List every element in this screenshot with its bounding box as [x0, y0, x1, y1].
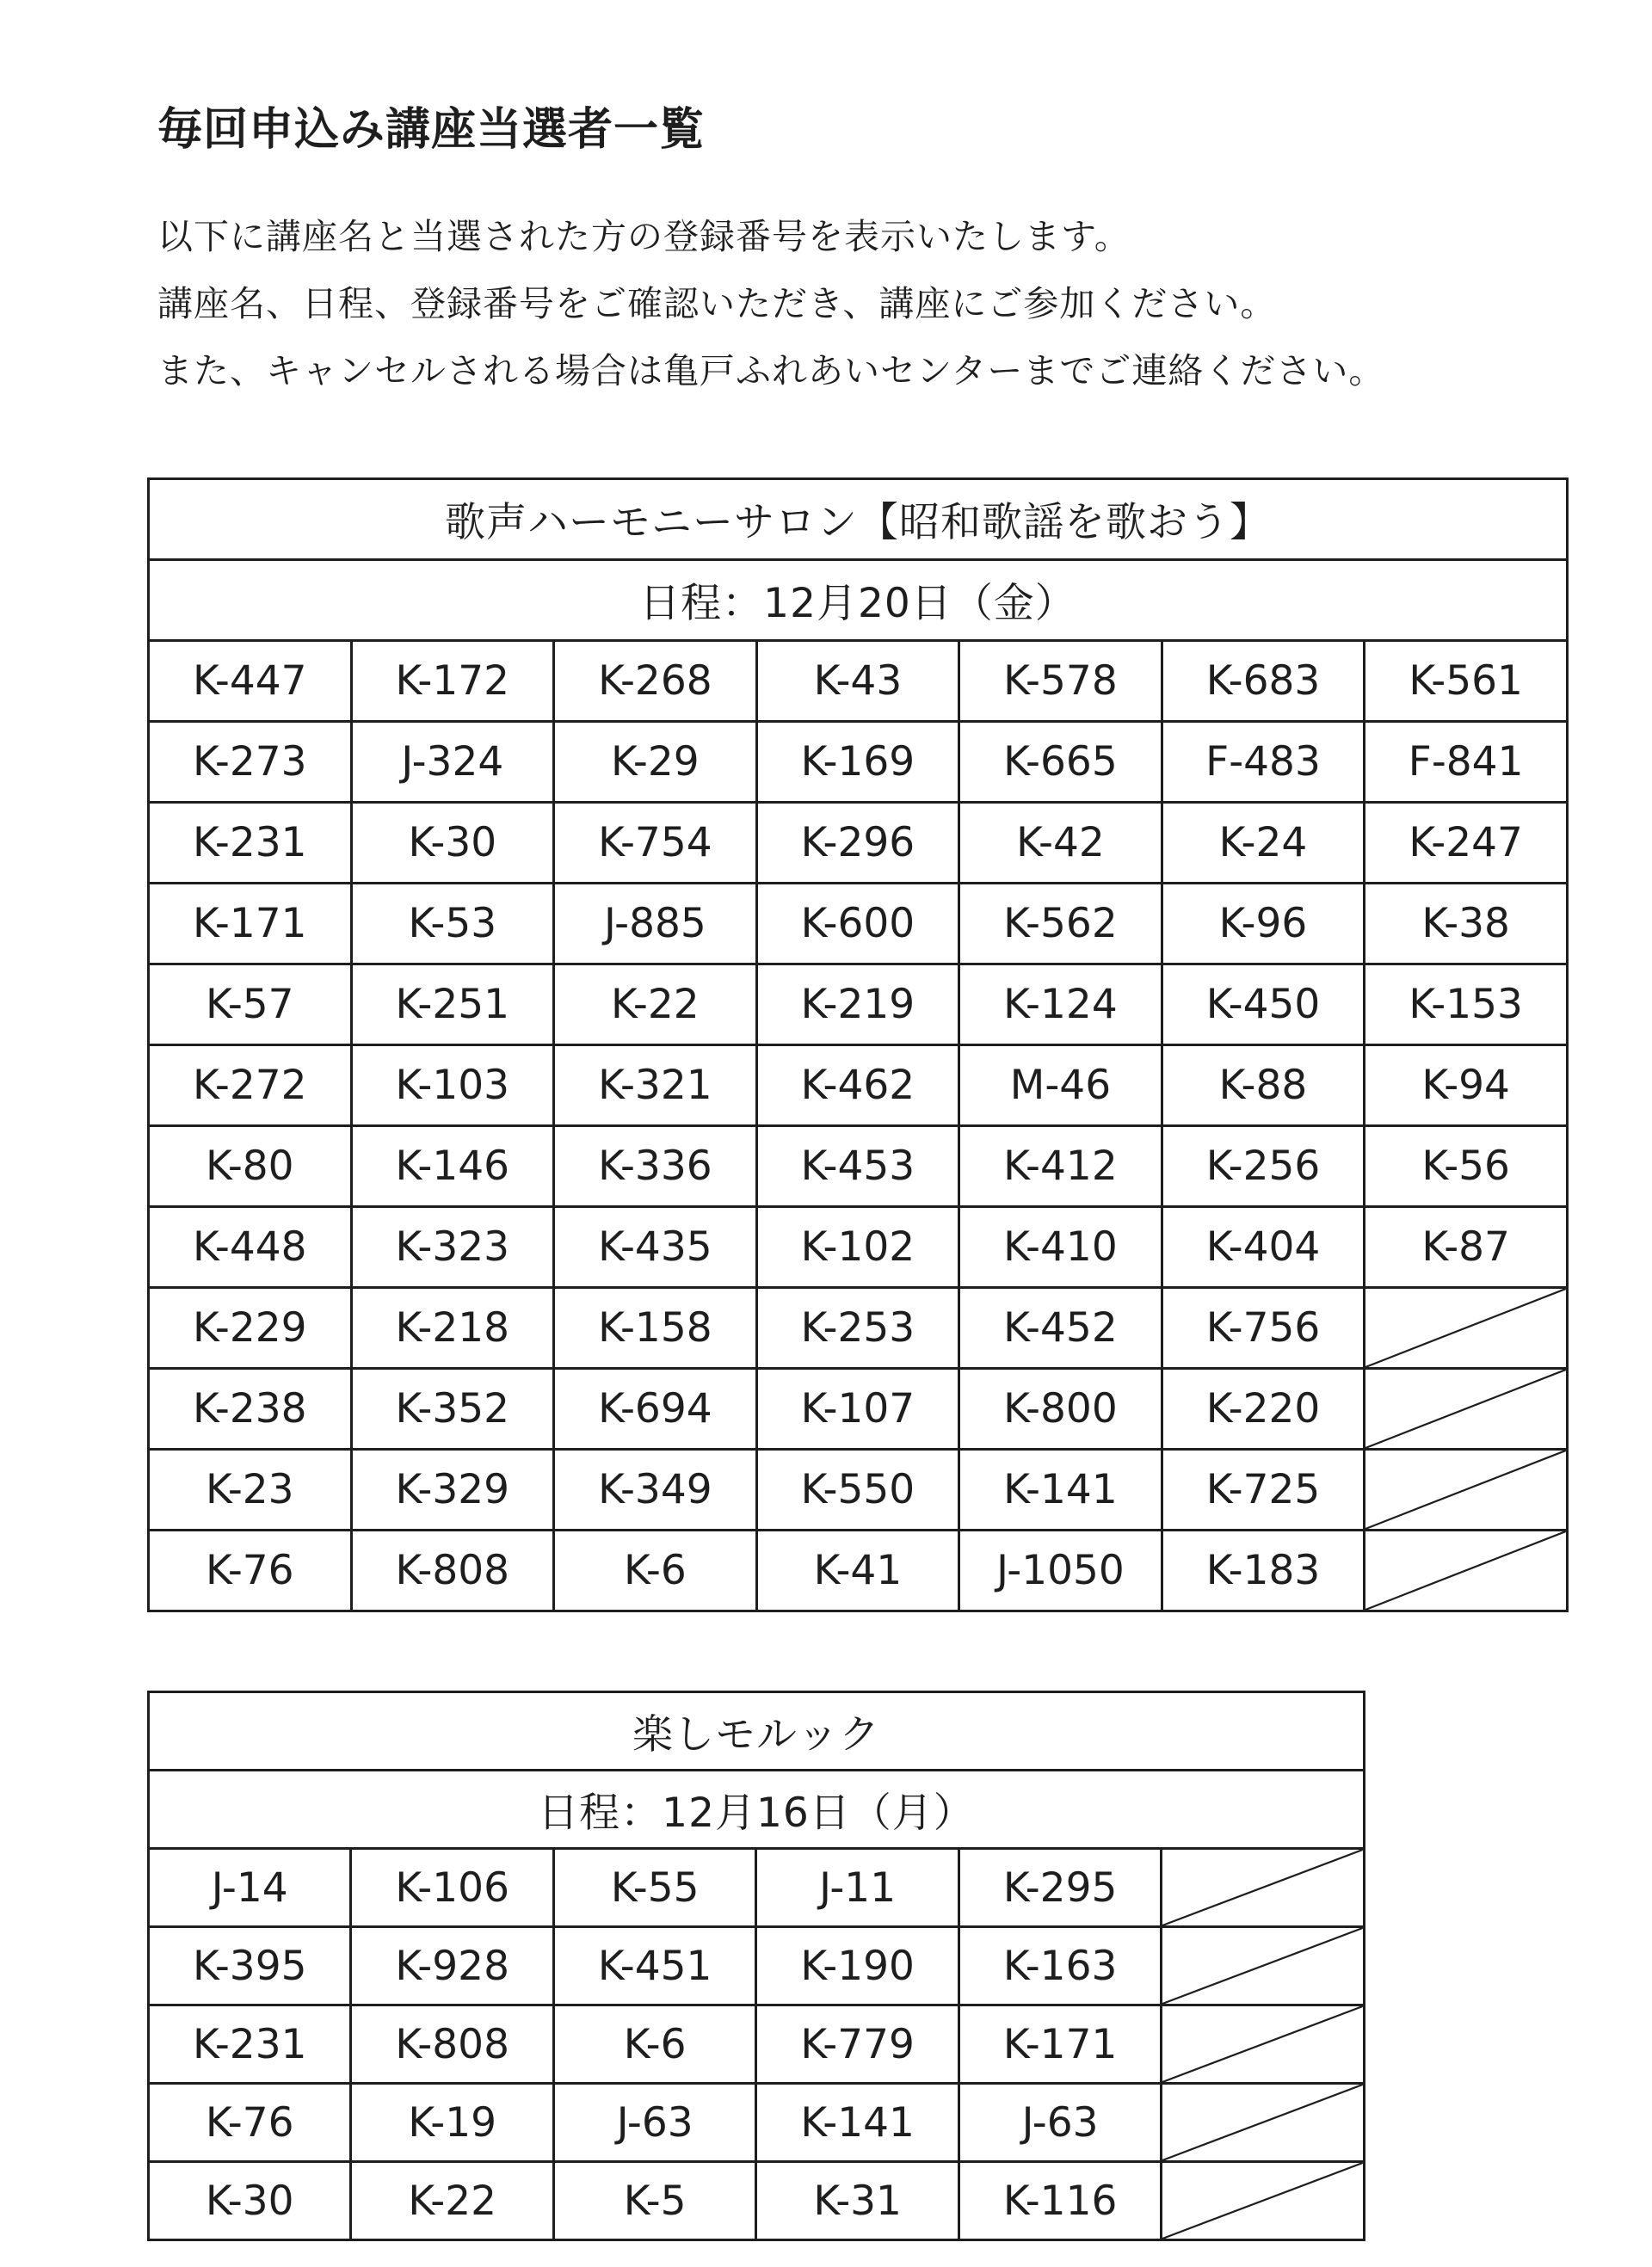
registration-number: K-247: [1365, 803, 1568, 884]
registration-number: J-324: [351, 722, 554, 803]
registration-number: J-63: [553, 2084, 755, 2162]
registration-number: K-169: [756, 722, 959, 803]
intro-text: [157, 203, 1384, 404]
empty-cell: [1162, 2084, 1365, 2162]
registration-number: K-268: [554, 641, 757, 722]
table-row: [149, 884, 1568, 964]
empty-cell: [1162, 1849, 1365, 1927]
registration-number: K-450: [1162, 964, 1365, 1045]
registration-number: K-141: [959, 1450, 1162, 1531]
registration-number: J-14: [149, 1849, 351, 1927]
diagonal-strike: [1365, 1289, 1566, 1367]
registration-number: K-756: [1162, 1288, 1365, 1369]
table-row: [149, 1207, 1568, 1288]
table-row: [149, 964, 1568, 1045]
registration-number: K-435: [554, 1207, 757, 1288]
registration-number: K-296: [756, 803, 959, 884]
registration-number: K-163: [959, 1927, 1161, 2005]
diagonal-strike: [1162, 1850, 1363, 1925]
registration-number: K-102: [756, 1207, 959, 1288]
registration-number: K-22: [351, 2162, 553, 2240]
table-row: [149, 1288, 1568, 1369]
registration-number: K-56: [1365, 1126, 1568, 1207]
registration-number: J-885: [554, 884, 757, 964]
table-row: [149, 803, 1568, 884]
registration-number: K-116: [959, 2162, 1161, 2240]
registration-number: K-928: [351, 1927, 553, 2005]
registration-number: K-103: [351, 1045, 554, 1126]
registration-number: K-253: [756, 1288, 959, 1369]
registration-number: K-76: [149, 1531, 352, 1611]
registration-number: F-483: [1162, 722, 1365, 803]
registration-number: K-295: [959, 1849, 1161, 1927]
empty-cell: [1365, 1531, 1568, 1611]
table-row: [149, 2162, 1365, 2240]
table-row: [149, 2084, 1365, 2162]
registration-number: K-23: [149, 1450, 352, 1531]
registration-number: K-779: [756, 2005, 959, 2084]
registration-number: K-5: [553, 2162, 755, 2240]
registration-number: K-96: [1162, 884, 1365, 964]
registration-number: K-80: [149, 1126, 352, 1207]
registration-number: K-462: [756, 1045, 959, 1126]
registration-number: K-412: [959, 1126, 1162, 1207]
registration-number: K-107: [756, 1369, 959, 1450]
registration-number: K-452: [959, 1288, 1162, 1369]
registration-number: K-329: [351, 1450, 554, 1531]
registration-number: K-22: [554, 964, 757, 1045]
registration-number: K-41: [756, 1531, 959, 1611]
registration-number: K-453: [756, 1126, 959, 1207]
registration-number: F-841: [1365, 722, 1568, 803]
registration-number: K-190: [756, 1927, 959, 2005]
table-row: [149, 1045, 1568, 1126]
diagonal-strike: [1162, 2163, 1363, 2239]
registration-number: K-53: [351, 884, 554, 964]
registration-number: K-550: [756, 1450, 959, 1531]
intro-line: また、キャンセルされる場合は亀戸ふれあいセンターまでご連絡ください。: [157, 350, 1385, 391]
course-name: 楽しモルック: [149, 1692, 1365, 1771]
registration-number: K-410: [959, 1207, 1162, 1288]
registration-number: K-808: [351, 1531, 554, 1611]
registration-number: K-395: [149, 1927, 351, 2005]
registration-number: K-30: [351, 803, 554, 884]
registration-number: K-725: [1162, 1450, 1365, 1531]
registration-number: K-6: [554, 1531, 757, 1611]
registration-number: K-231: [149, 803, 352, 884]
empty-cell: [1162, 1927, 1365, 2005]
registration-number: K-251: [351, 964, 554, 1045]
registration-number: K-219: [756, 964, 959, 1045]
registration-number: K-57: [149, 964, 352, 1045]
registration-number: K-321: [554, 1045, 757, 1126]
diagonal-strike: [1365, 1370, 1566, 1448]
registration-number: K-153: [1365, 964, 1568, 1045]
registration-number: K-238: [149, 1369, 352, 1450]
table-row: [149, 1927, 1365, 2005]
registration-number: K-30: [149, 2162, 351, 2240]
registration-number: K-231: [149, 2005, 351, 2084]
registration-number: K-106: [351, 1849, 553, 1927]
diagonal-strike: [1162, 1928, 1363, 2004]
empty-cell: [1162, 2005, 1365, 2084]
registration-number: K-229: [149, 1288, 352, 1369]
intro-line: 以下に講座名と当選された方の登録番号を表示いたします。: [157, 216, 1131, 257]
registration-number: K-24: [1162, 803, 1365, 884]
registration-number: K-349: [554, 1450, 757, 1531]
registration-number: K-578: [959, 641, 1162, 722]
empty-cell: [1162, 2162, 1365, 2240]
registration-number: K-146: [351, 1126, 554, 1207]
table-row: [149, 2005, 1365, 2084]
intro-line: 講座名、日程、登録番号をご確認いただき、講座にご参加ください。: [157, 283, 1277, 324]
registration-number: K-600: [756, 884, 959, 964]
registration-number: K-808: [351, 2005, 553, 2084]
registration-number: K-42: [959, 803, 1162, 884]
course-name: 歌声ハーモニーサロン【昭和歌謡を歌おう】: [149, 479, 1568, 560]
registration-number: K-29: [554, 722, 757, 803]
course-schedule: 日程：12月16日（月）: [149, 1771, 1365, 1849]
table-row: [149, 1126, 1568, 1207]
registration-number: K-94: [1365, 1045, 1568, 1126]
registration-number: K-323: [351, 1207, 554, 1288]
registration-number: K-451: [553, 1927, 755, 2005]
registration-number: K-683: [1162, 641, 1365, 722]
registration-number: K-183: [1162, 1531, 1365, 1611]
table-row: [149, 641, 1568, 722]
registration-number: K-218: [351, 1288, 554, 1369]
diagonal-strike: [1162, 2085, 1363, 2160]
registration-number: K-256: [1162, 1126, 1365, 1207]
registration-number: K-158: [554, 1288, 757, 1369]
registration-number: K-38: [1365, 884, 1568, 964]
registration-number: M-46: [959, 1045, 1162, 1126]
registration-number: K-404: [1162, 1207, 1365, 1288]
registration-number: K-19: [351, 2084, 553, 2162]
registration-number: K-55: [553, 1849, 755, 1927]
empty-cell: [1365, 1369, 1568, 1450]
registration-number: K-87: [1365, 1207, 1568, 1288]
winners-table-utagoe: [147, 477, 1569, 1612]
registration-number: K-88: [1162, 1045, 1365, 1126]
registration-number: K-448: [149, 1207, 352, 1288]
table-row: [149, 1450, 1568, 1531]
table-row: [149, 1849, 1365, 1927]
winners-table-molkky: [147, 1691, 1365, 2241]
registration-number: K-124: [959, 964, 1162, 1045]
registration-number: K-447: [149, 641, 352, 722]
registration-number: K-43: [756, 641, 959, 722]
registration-number: K-272: [149, 1045, 352, 1126]
registration-number: K-141: [756, 2084, 959, 2162]
diagonal-strike: [1365, 1451, 1566, 1529]
registration-number: K-665: [959, 722, 1162, 803]
registration-number: K-561: [1365, 641, 1568, 722]
registration-number: K-562: [959, 884, 1162, 964]
empty-cell: [1365, 1288, 1568, 1369]
course-schedule: 日程：12月20日（金）: [149, 560, 1568, 641]
registration-number: K-336: [554, 1126, 757, 1207]
registration-number: K-171: [959, 2005, 1161, 2084]
registration-number: K-273: [149, 722, 352, 803]
registration-number: K-694: [554, 1369, 757, 1450]
registration-number: J-1050: [959, 1531, 1162, 1611]
registration-number: K-800: [959, 1369, 1162, 1450]
registration-number: K-172: [351, 641, 554, 722]
registration-number: K-220: [1162, 1369, 1365, 1450]
diagonal-strike: [1365, 1531, 1566, 1610]
registration-number: K-6: [553, 2005, 755, 2084]
registration-number: K-171: [149, 884, 352, 964]
diagonal-strike: [1162, 2006, 1363, 2082]
registration-number: K-352: [351, 1369, 554, 1450]
table-row: [149, 722, 1568, 803]
page-title: 毎回申込み講座当選者一覧: [157, 104, 706, 156]
table-row: [149, 1531, 1568, 1611]
registration-number: K-76: [149, 2084, 351, 2162]
empty-cell: [1365, 1450, 1568, 1531]
registration-number: K-754: [554, 803, 757, 884]
registration-number: J-11: [756, 1849, 959, 1927]
registration-number: K-31: [756, 2162, 959, 2240]
table-row: [149, 1369, 1568, 1450]
registration-number: J-63: [959, 2084, 1161, 2162]
